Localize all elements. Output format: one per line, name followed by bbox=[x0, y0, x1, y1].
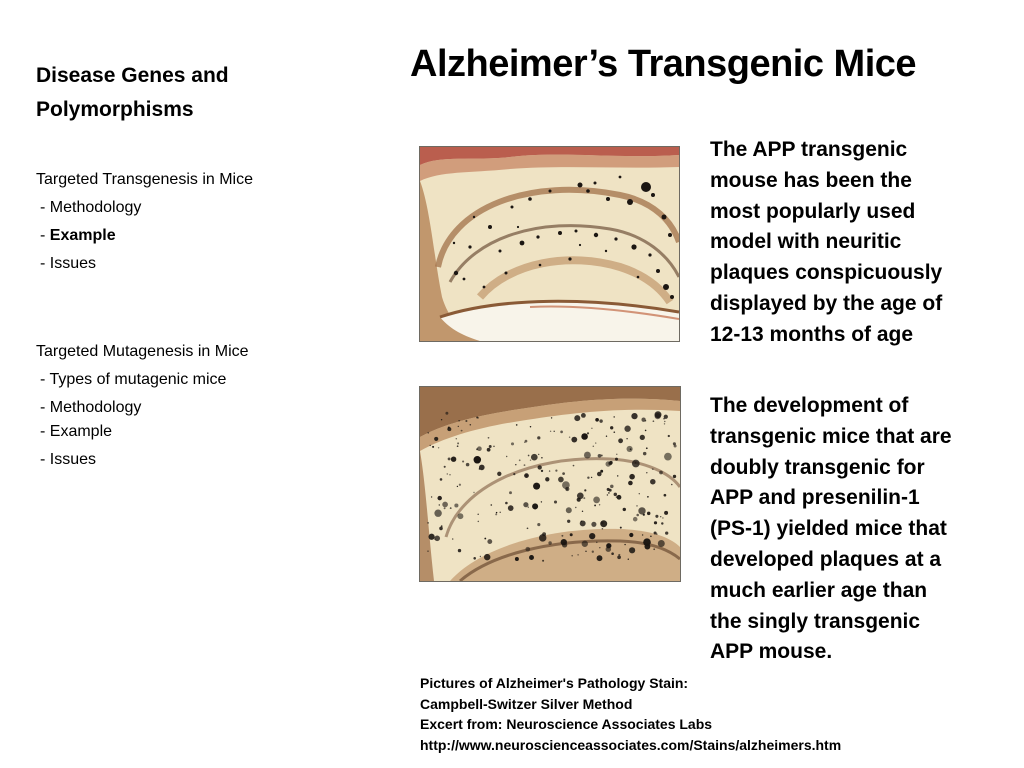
nav-item-methodology[interactable]: - Methodology bbox=[40, 399, 142, 416]
slide-title: Alzheimer’s Transgenic Mice bbox=[410, 43, 917, 85]
caption-line: Campbell-Switzer Silver Method bbox=[420, 695, 633, 712]
nav-group-mutagenesis bbox=[36, 342, 336, 478]
nav-group-title: Targeted Mutagenesis in Mice bbox=[36, 343, 249, 360]
nav-item-methodology[interactable]: - Methodology bbox=[40, 199, 142, 216]
image-caption bbox=[420, 673, 980, 755]
nav-group-transgenesis bbox=[36, 170, 336, 282]
caption-url[interactable]: http://www.neuroscienceassociates.com/Stains/alzheimers.htm bbox=[420, 736, 842, 753]
caption-line: Excert from: Neuroscience Associates Labs bbox=[420, 716, 713, 733]
sidebar-heading: Disease Genes and Polymorphisms bbox=[36, 64, 229, 121]
caption-line: Pictures of Alzheimer's Pathology Stain: bbox=[420, 675, 689, 691]
paragraph-app-mouse: The APP transgenic mouse has been the most popularly used model with neuritic plaques conspicuously displayed by the age of 12-13 months of age bbox=[710, 138, 943, 346]
nav-item-example[interactable]: - Example bbox=[40, 227, 116, 244]
paragraph-app-ps1-mouse: The development of transgenic mice that are doubly transgenic for APP and presenilin-1 (PS-1) yielded mice that developed plaques at a much earlier age than the singly transgenic APP mouse. bbox=[710, 394, 952, 664]
nav-item-example[interactable]: - Example bbox=[40, 423, 113, 440]
nav-group-title: Targeted Transgenesis in Mice bbox=[36, 171, 253, 188]
nav-item-issues[interactable]: - Issues bbox=[40, 451, 97, 468]
nav-item-issues[interactable]: - Issues bbox=[40, 255, 97, 272]
app-mouse-stain-image bbox=[419, 146, 680, 342]
nav-item-types-of-mutagenic-mice[interactable]: - Types of mutagenic mice bbox=[40, 371, 227, 388]
app-ps1-mouse-stain-image bbox=[419, 386, 681, 582]
